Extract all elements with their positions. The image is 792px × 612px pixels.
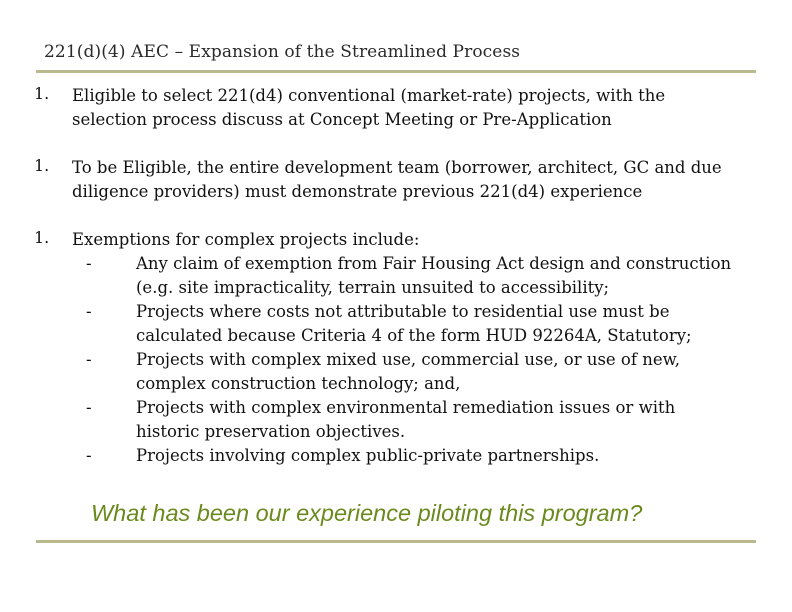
sublist-text-line: Projects with complex environmental remediation issues or with	[136, 398, 676, 417]
sublist-item	[34, 348, 774, 396]
list-number: 1.	[34, 84, 50, 103]
sublist-text-line: historic preservation objectives.	[136, 422, 406, 441]
item-text-line: Eligible to select 221(d4) conventional (market-rate) projects, with the	[72, 86, 666, 105]
dash-bullet: -	[86, 398, 92, 417]
discussion-question: What has been our experience piloting this program?	[91, 500, 643, 526]
sublist-item	[34, 444, 774, 468]
item-text-line: Exemptions for complex projects include:	[72, 230, 420, 249]
list-number: 1.	[34, 156, 50, 175]
sublist-item	[34, 300, 774, 348]
item-text-line: selection process discuss at Concept Meeting or Pre-Application	[72, 110, 612, 129]
dash-bullet: -	[86, 446, 92, 465]
list-item-2	[34, 156, 774, 204]
item-text-line: diligence providers) must demonstrate previous 221(d4) experience	[72, 182, 643, 201]
dash-bullet: -	[86, 254, 92, 273]
sublist-text-line: calculated because Criteria 4 of the form HUD 92264A, Statutory;	[136, 326, 692, 345]
list-item-1	[34, 84, 774, 132]
bottom-divider	[36, 540, 756, 543]
sublist-text-line: Projects involving complex public-private partnerships.	[136, 446, 600, 465]
sublist-text-line: complex construction technology; and,	[136, 374, 461, 393]
sublist-item	[34, 252, 774, 300]
sublist-text-line: Projects with complex mixed use, commercial use, or use of new,	[136, 350, 681, 369]
sublist-text-line: Any claim of exemption from Fair Housing Act design and construction	[136, 254, 732, 273]
exemption-sublist	[34, 252, 774, 468]
list-number: 1.	[34, 228, 50, 247]
item-text-line: To be Eligible, the entire development team (borrower, architect, GC and due	[72, 158, 722, 177]
sublist-text-line: (e.g. site impracticality, terrain unsuited to accessibility;	[136, 278, 610, 297]
title-divider	[36, 70, 756, 73]
list-item-3	[34, 228, 774, 468]
dash-bullet: -	[86, 302, 92, 321]
dash-bullet: -	[86, 350, 92, 369]
sublist-item	[34, 396, 774, 444]
slide-title: 221(d)(4) AEC – Expansion of the Streamlined Process	[44, 42, 521, 62]
sublist-text-line: Projects where costs not attributable to residential use must be	[136, 302, 670, 321]
